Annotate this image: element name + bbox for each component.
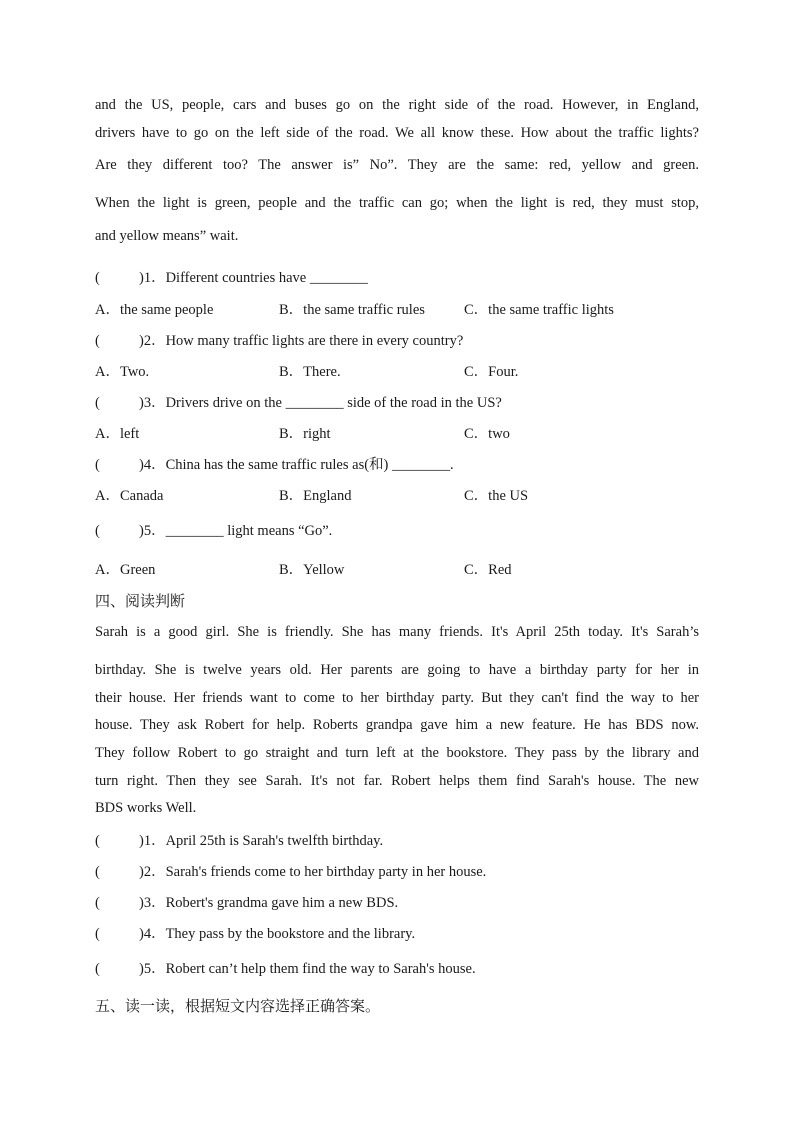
option-a: A．Two. xyxy=(95,364,150,380)
option-c: C．the same traffic lights xyxy=(464,302,614,318)
answer-paren: ( xyxy=(95,457,100,473)
passage1-line: Are they different too? The answer is” No”. They are the same: red, yellow and green. xyxy=(95,157,699,173)
option-b: B．There. xyxy=(279,364,341,380)
judge-item xyxy=(95,829,699,850)
option-a: A．Canada xyxy=(95,488,164,504)
passage1-line: drivers have to go on the left side of the road. We all know these. How about the traffic lights? xyxy=(95,125,699,141)
answer-paren: ( xyxy=(95,864,100,880)
passage1-line: and the US, people, cars and buses go on the right side of the road. However, in England, xyxy=(95,97,699,113)
judge-text: )4．They pass by the bookstore and the library. xyxy=(139,926,416,942)
answer-paren: ( xyxy=(95,523,100,539)
passage2-line: BDS works Well. xyxy=(95,800,197,816)
judge-item xyxy=(95,957,699,978)
option-c: C．two xyxy=(464,426,510,442)
question-text: )3．Drivers drive on the ________ side of the road in the US? xyxy=(139,395,502,411)
judge-item xyxy=(95,891,699,912)
judge-item xyxy=(95,860,699,881)
answer-paren: ( xyxy=(95,270,100,286)
option-b: B．the same traffic rules xyxy=(279,302,425,318)
section-heading: 五、读一读，根据短文内容选择正确答案。 xyxy=(95,997,381,1015)
passage2-line: turn right. Then they see Sarah. It's not far. Robert helps them find Sarah's house. The new xyxy=(95,773,699,789)
option-a: A．the same people xyxy=(95,302,214,318)
question-text: )5．________ light means “Go”. xyxy=(139,523,333,539)
section-heading: 四、阅读判断 xyxy=(95,592,186,610)
answer-paren: ( xyxy=(95,895,100,911)
mc-question xyxy=(95,453,699,474)
mc-question xyxy=(95,519,699,540)
mc-question xyxy=(95,329,699,350)
mc-question xyxy=(95,391,699,412)
question-text: )2．How many traffic lights are there in every country? xyxy=(139,333,464,349)
answer-paren: ( xyxy=(95,333,100,349)
judge-item xyxy=(95,922,699,943)
question-text: )4．China has the same traffic rules as(和) ________. xyxy=(139,457,454,473)
answer-paren: ( xyxy=(95,961,100,977)
passage2-line: house. They ask Robert for help. Roberts grandpa gave him a new feature. He has BDS now. xyxy=(95,717,699,733)
passage2-line: They follow Robert to go straight and turn left at the bookstore. They pass by the library and xyxy=(95,745,699,761)
passage2-line: Sarah is a good girl. She is friendly. She has many friends. It's April 25th today. It's Sarah’s xyxy=(95,624,699,640)
judge-text: )1．April 25th is Sarah's twelfth birthday. xyxy=(139,833,384,849)
option-b: B．right xyxy=(279,426,331,442)
judge-text: )2．Sarah's friends come to her birthday party in her house. xyxy=(139,864,487,880)
option-b: B．Yellow xyxy=(279,562,345,578)
option-b: B．England xyxy=(279,488,352,504)
passage2-line: their house. Her friends want to come to her birthday party. But they can't find the way to her xyxy=(95,690,699,706)
option-c: C．Red xyxy=(464,562,512,578)
option-a: A．Green xyxy=(95,562,156,578)
option-c: C．Four. xyxy=(464,364,519,380)
option-c: C．the US xyxy=(464,488,529,504)
passage2-line: birthday. She is twelve years old. Her parents are going to have a birthday party for her in xyxy=(95,662,699,678)
judge-text: )3．Robert's grandma gave him a new BDS. xyxy=(139,895,399,911)
answer-paren: ( xyxy=(95,395,100,411)
question-text: )1．Different countries have ________ xyxy=(139,270,368,286)
answer-paren: ( xyxy=(95,926,100,942)
answer-paren: ( xyxy=(95,833,100,849)
judge-text: )5．Robert can’t help them find the way to Sarah's house. xyxy=(139,961,476,977)
passage1-line: and yellow means” wait. xyxy=(95,228,239,244)
mc-question xyxy=(95,266,699,287)
option-a: A．left xyxy=(95,426,140,442)
passage1-line: When the light is green, people and the traffic can go; when the light is red, they must stop, xyxy=(95,195,699,211)
